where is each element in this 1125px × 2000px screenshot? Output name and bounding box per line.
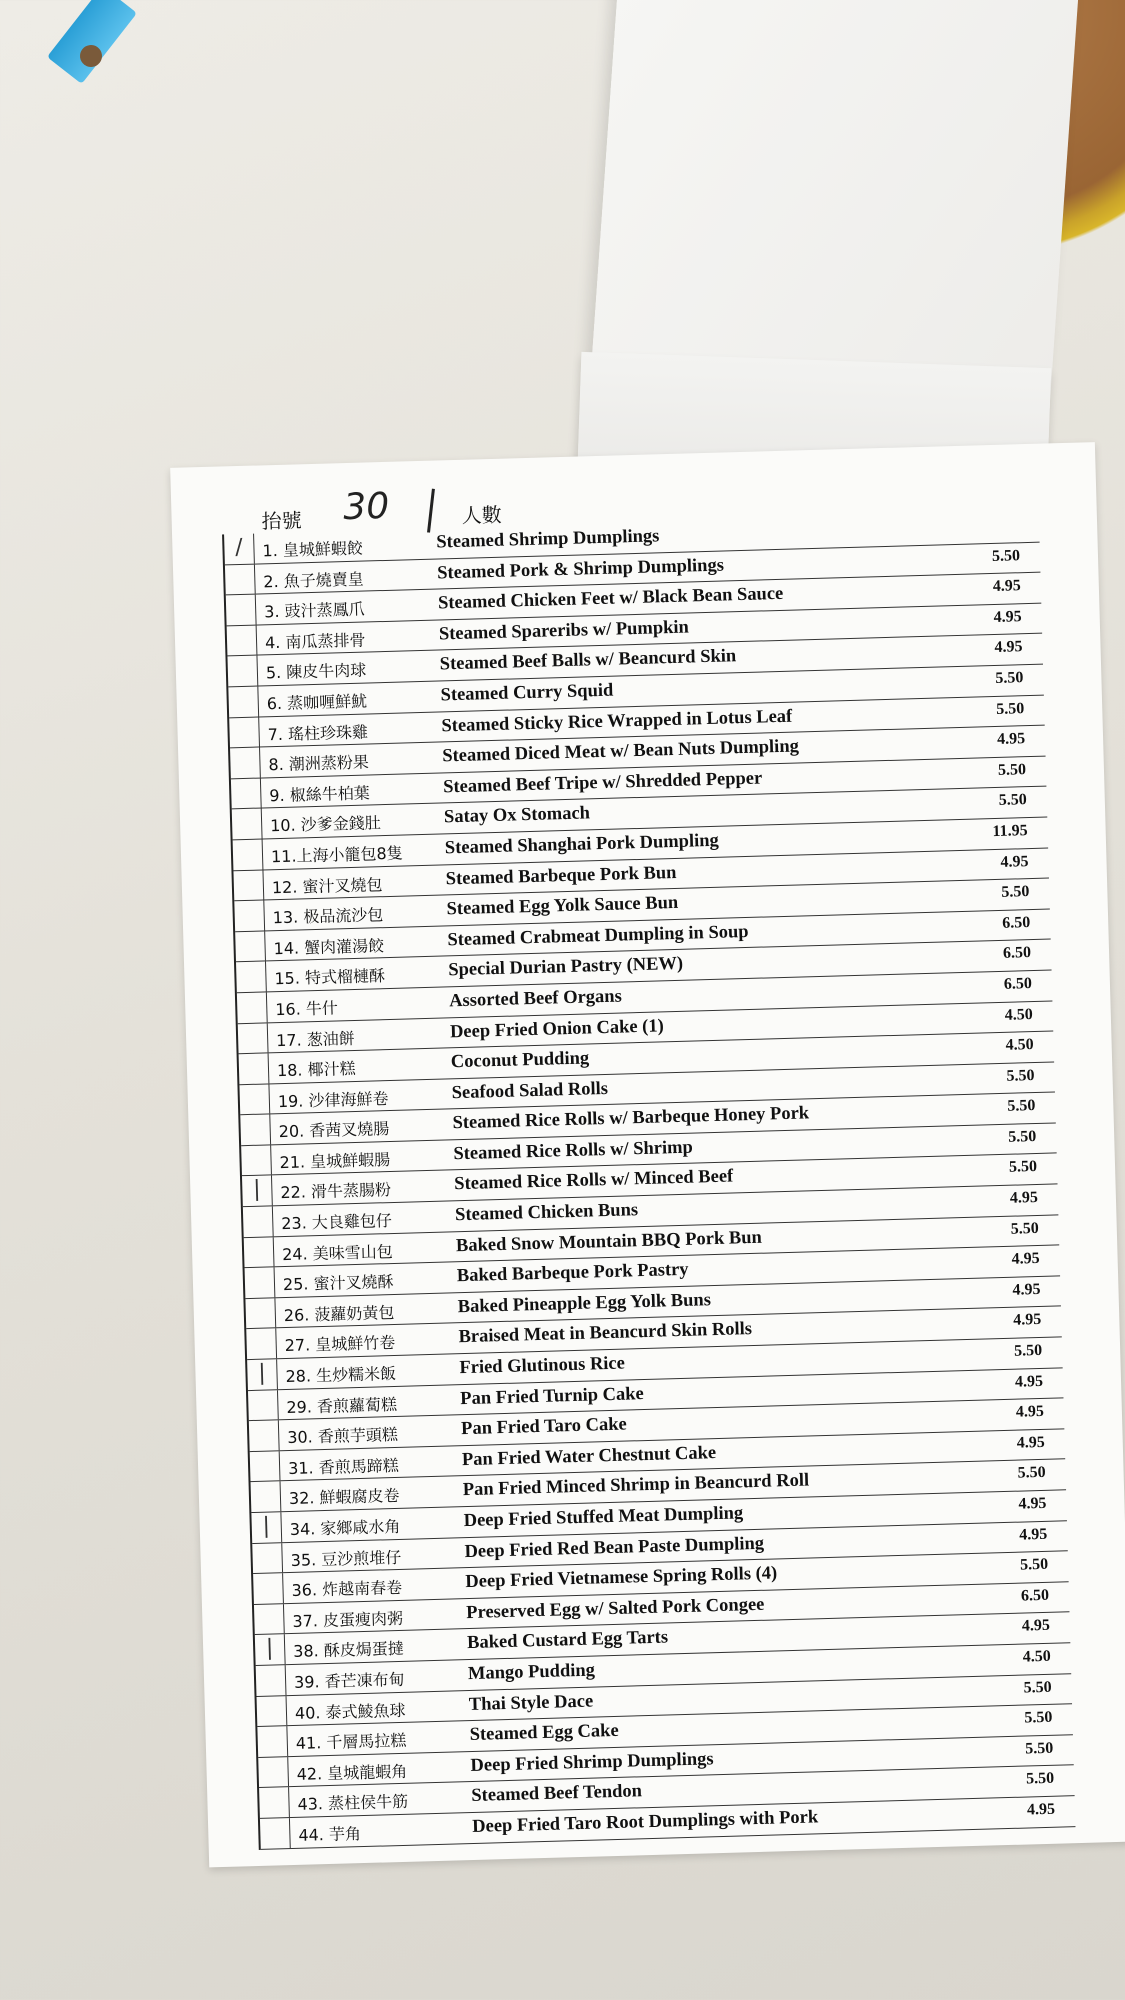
item-price: 4.95 xyxy=(1000,852,1029,871)
item-price: 5.50 xyxy=(1010,1219,1039,1238)
item-english-name: Steamed Beef Balls w/ Beancurd Skin xyxy=(439,646,737,675)
item-english-name: Special Durian Pastry (NEW) xyxy=(448,954,684,981)
item-english-name: Satay Ox Stomach xyxy=(443,803,591,828)
item-chinese-name: 32. 鮮蝦腐皮卷 xyxy=(288,1486,400,1509)
item-english-name: Pan Fried Minced Shrimp in Beancurd Roll xyxy=(462,1470,810,1501)
item-chinese-name: 16. 牛什 xyxy=(275,998,339,1020)
item-price: 4.95 xyxy=(1011,1250,1040,1268)
item-english-name: Steamed Beef Tendon xyxy=(471,1781,643,1807)
item-english-name: Deep Fried Vietnamese Spring Rolls (4) xyxy=(465,1563,778,1593)
item-english-name: Pan Fried Taro Cake xyxy=(460,1414,628,1440)
item-english-name: Deep Fried Stuffed Meat Dumpling xyxy=(463,1503,744,1532)
item-chinese-name: 19. 沙律海鮮卷 xyxy=(277,1088,389,1111)
order-checkbox[interactable] xyxy=(257,1726,288,1756)
order-checkbox[interactable]: | xyxy=(242,1176,273,1206)
item-english-name: Baked Pineapple Egg Yolk Buns xyxy=(457,1289,712,1318)
item-chinese-name: 25. 蜜汁叉燒酥 xyxy=(282,1272,394,1295)
order-checkbox[interactable] xyxy=(259,1787,290,1817)
item-english-name: Steamed Egg Cake xyxy=(469,1721,619,1746)
item-english-name: Steamed Chicken Buns xyxy=(454,1200,639,1226)
item-price: 5.50 xyxy=(1025,1739,1054,1758)
item-price: 4.95 xyxy=(1019,1525,1048,1544)
handwritten-mark xyxy=(427,489,435,533)
order-checkbox[interactable] xyxy=(227,625,258,655)
item-price: 6.50 xyxy=(1002,944,1032,963)
item-chinese-name: 20. 香茜叉燒腸 xyxy=(278,1119,390,1142)
dim-sum-order-sheet xyxy=(170,442,1125,1867)
item-chinese-name: 29. 香煎蘿蔔糕 xyxy=(286,1394,398,1417)
order-checkbox[interactable] xyxy=(239,1053,270,1083)
item-price: 4.95 xyxy=(992,577,1022,596)
item-english-name: Steamed Rice Rolls w/ Shrimp xyxy=(453,1137,694,1165)
item-english-name: Assorted Beef Organs xyxy=(448,986,623,1012)
item-chinese-name: 11.上海小籠包8隻 xyxy=(270,843,403,867)
item-english-name: Deep Fried Red Bean Paste Dumpling xyxy=(464,1533,765,1562)
order-checkbox[interactable] xyxy=(238,1023,269,1053)
item-chinese-name: 43. 蒸柱侯牛筋 xyxy=(297,1792,409,1815)
order-checkbox[interactable] xyxy=(229,717,260,747)
item-price: 4.95 xyxy=(1014,1372,1044,1391)
menu-grid xyxy=(222,512,1075,1850)
item-english-name: Steamed Shrimp Dumplings xyxy=(436,526,660,553)
item-price: 5.50 xyxy=(1017,1464,1046,1483)
item-chinese-name: 38. 酥皮焗蛋撻 xyxy=(293,1639,405,1662)
order-checkbox[interactable] xyxy=(226,595,257,625)
order-checkbox[interactable]: | xyxy=(247,1359,278,1389)
item-english-name: Steamed Egg Yolk Sauce Bun xyxy=(446,893,679,920)
item-price: 5.50 xyxy=(995,669,1024,687)
item-chinese-name: 35. 豆沙煎堆仔 xyxy=(290,1547,402,1570)
item-chinese-name: 22. 滑牛蒸腸粉 xyxy=(280,1180,392,1203)
item-price: 6.50 xyxy=(1020,1586,1050,1605)
item-chinese-name: 40. 泰式鯪魚球 xyxy=(294,1700,406,1723)
item-chinese-name: 5. 陳皮牛肉球 xyxy=(265,660,367,683)
item-price: 5.50 xyxy=(991,546,1021,565)
order-checkbox[interactable] xyxy=(236,962,267,992)
item-chinese-name: 27. 皇城鮮竹卷 xyxy=(284,1333,396,1356)
order-checkbox[interactable] xyxy=(230,748,261,778)
item-english-name: Steamed Pork & Shrimp Dumplings xyxy=(436,555,725,584)
order-checkbox[interactable]: / xyxy=(224,534,255,564)
item-chinese-name: 9. 椒絲牛柏葉 xyxy=(269,783,370,806)
item-english-name: Pan Fried Turnip Cake xyxy=(460,1383,645,1409)
order-checkbox[interactable] xyxy=(249,1420,280,1450)
order-checkbox[interactable] xyxy=(245,1268,276,1298)
item-english-name: Deep Fried Onion Cake (1) xyxy=(449,1015,664,1042)
item-chinese-name: 17. 葱油餅 xyxy=(275,1028,355,1050)
order-checkbox[interactable] xyxy=(244,1237,275,1267)
item-chinese-name: 34. 家鄉咸水角 xyxy=(289,1516,401,1539)
item-english-name: Steamed Shanghai Pork Dumpling xyxy=(444,830,720,859)
item-chinese-name: 30. 香煎芋頭糕 xyxy=(287,1425,399,1448)
item-price: 5.50 xyxy=(1007,1097,1036,1116)
order-checkbox[interactable] xyxy=(241,1145,272,1175)
item-english-name: Braised Meat in Beancurd Skin Rolls xyxy=(458,1319,753,1348)
order-checkbox[interactable] xyxy=(237,992,268,1022)
item-chinese-name: 13. 极品流沙包 xyxy=(272,905,384,928)
item-price: 4.95 xyxy=(1021,1617,1051,1635)
item-price: 5.50 xyxy=(1024,1708,1053,1727)
item-chinese-name: 37. 皮蛋瘦肉粥 xyxy=(292,1608,404,1631)
order-checkbox[interactable] xyxy=(256,1665,287,1695)
item-chinese-name: 12. 蜜汁叉燒包 xyxy=(271,874,383,897)
item-english-name: Steamed Crabmeat Dumpling in Soup xyxy=(447,921,749,951)
item-chinese-name: 15. 特式榴槤酥 xyxy=(274,966,386,989)
item-chinese-name: 41. 千層馬拉糕 xyxy=(295,1730,407,1754)
order-checkbox[interactable] xyxy=(257,1696,288,1726)
item-english-name: Coconut Pudding xyxy=(450,1048,590,1073)
order-checkbox[interactable] xyxy=(254,1604,285,1634)
item-english-name: Mango Pudding xyxy=(467,1660,596,1685)
item-chinese-name: 7. 瑤柱珍珠雞 xyxy=(267,722,369,744)
item-price: 4.95 xyxy=(1009,1189,1039,1207)
item-chinese-name: 1. 皇城鮮蝦餃 xyxy=(262,538,364,561)
item-price: 4.50 xyxy=(1005,1036,1034,1054)
item-english-name: Steamed Rice Rolls w/ Minced Beef xyxy=(454,1166,734,1195)
item-chinese-name: 4. 南瓜蒸排骨 xyxy=(264,630,366,653)
order-checkbox[interactable] xyxy=(227,656,258,686)
item-price: 5.50 xyxy=(998,791,1028,810)
item-english-name: Steamed Diced Meat w/ Bean Nuts Dumpling xyxy=(442,736,800,767)
order-checkbox[interactable] xyxy=(235,931,266,961)
item-price: 5.50 xyxy=(1007,1127,1037,1146)
order-checkbox[interactable] xyxy=(251,1482,282,1512)
item-price: 5.50 xyxy=(1006,1066,1035,1085)
item-chinese-name: 14. 蟹肉灌湯餃 xyxy=(273,935,385,958)
item-price: 4.95 xyxy=(1013,1311,1042,1330)
item-english-name: Steamed Sticky Rice Wrapped in Lotus Leaf xyxy=(441,706,793,736)
item-price: 11.95 xyxy=(992,822,1028,841)
item-price: 4.95 xyxy=(1012,1280,1041,1299)
order-checkbox[interactable] xyxy=(243,1206,274,1236)
order-checkbox[interactable] xyxy=(231,778,262,808)
order-checkbox[interactable] xyxy=(232,809,263,839)
order-checkbox[interactable] xyxy=(225,564,256,594)
item-chinese-name: 31. 香煎馬蹄糕 xyxy=(287,1455,399,1478)
item-english-name: Seafood Salad Rolls xyxy=(451,1078,609,1103)
item-english-name: Deep Fried Taro Root Dumplings with Pork xyxy=(471,1807,819,1837)
order-checkbox[interactable] xyxy=(260,1818,291,1848)
item-price: 5.50 xyxy=(1023,1678,1052,1697)
item-english-name: Thai Style Dace xyxy=(468,1691,594,1715)
order-checkbox[interactable] xyxy=(233,839,264,869)
item-price: 5.50 xyxy=(997,760,1027,779)
order-checkbox[interactable] xyxy=(228,687,259,717)
order-checkbox[interactable] xyxy=(240,1115,271,1145)
order-checkbox[interactable]: | xyxy=(251,1512,282,1542)
item-english-name: Steamed Chicken Feet w/ Black Bean Sauce xyxy=(437,584,784,614)
item-chinese-name: 28. 生炒糯米飯 xyxy=(285,1363,397,1387)
item-price: 4.95 xyxy=(993,607,1022,626)
item-chinese-name: 8. 潮洲蒸粉果 xyxy=(268,752,370,775)
item-price: 4.95 xyxy=(1016,1433,1045,1452)
item-price: 4.50 xyxy=(1022,1647,1051,1666)
item-price: 5.50 xyxy=(995,699,1025,718)
order-checkbox[interactable] xyxy=(233,870,264,900)
item-chinese-name: 36. 炸越南春卷 xyxy=(291,1578,403,1601)
item-chinese-name: 44. 芋角 xyxy=(298,1824,362,1845)
order-checkbox[interactable] xyxy=(258,1757,289,1787)
item-english-name: Fried Glutinous Rice xyxy=(459,1353,626,1379)
order-checkbox[interactable] xyxy=(234,901,265,931)
order-checkbox[interactable] xyxy=(252,1543,283,1573)
table-label: 抬號 xyxy=(261,510,303,534)
item-price: 4.95 xyxy=(1026,1800,1056,1819)
people-label: 人數 xyxy=(461,504,502,528)
order-checkbox[interactable] xyxy=(245,1298,276,1328)
item-english-name: Steamed Rice Rolls w/ Barbeque Honey Pork xyxy=(452,1103,810,1134)
item-chinese-name: 42. 皇城龍蝦角 xyxy=(296,1761,408,1784)
item-price: 5.50 xyxy=(1025,1770,1055,1788)
order-checkbox[interactable] xyxy=(248,1390,279,1420)
item-chinese-name: 21. 皇城鮮蝦腸 xyxy=(279,1149,391,1173)
item-price: 4.95 xyxy=(994,638,1023,657)
item-english-name: Baked Snow Mountain BBQ Pork Bun xyxy=(455,1227,763,1256)
item-chinese-name: 2. 魚子燒賣皇 xyxy=(263,569,364,591)
order-checkbox[interactable] xyxy=(246,1329,277,1359)
item-price: 4.95 xyxy=(996,730,1026,749)
item-english-name: Baked Custard Egg Tarts xyxy=(466,1627,669,1654)
item-english-name: Pan Fried Water Chestnut Cake xyxy=(461,1442,717,1470)
item-price: 4.50 xyxy=(1004,1005,1034,1024)
item-price: 5.50 xyxy=(1019,1556,1049,1574)
item-english-name: Deep Fried Shrimp Dumplings xyxy=(470,1748,714,1776)
item-price: 4.95 xyxy=(1015,1403,1045,1421)
item-chinese-name: 6. 蒸咖喱鮮魷 xyxy=(266,691,368,714)
item-price: 5.50 xyxy=(1008,1158,1038,1177)
item-price: 6.50 xyxy=(1001,913,1031,932)
item-chinese-name: 18. 椰汁糕 xyxy=(276,1059,356,1081)
item-english-name: Steamed Barbeque Pork Bun xyxy=(445,862,677,889)
item-chinese-name: 3. 豉汁蒸鳳爪 xyxy=(263,599,365,622)
item-price: 5.50 xyxy=(1001,883,1030,901)
item-chinese-name: 23. 大良雞包仔 xyxy=(281,1211,393,1234)
item-english-name: Steamed Spareribs w/ Pumpkin xyxy=(438,617,690,645)
pencil xyxy=(47,0,137,84)
order-checkbox[interactable]: | xyxy=(255,1635,286,1665)
item-chinese-name: 26. 菠蘿奶黃包 xyxy=(283,1302,395,1325)
item-chinese-name: 39. 香芒凍布甸 xyxy=(293,1669,405,1692)
order-checkbox[interactable] xyxy=(250,1451,281,1481)
item-price: 5.50 xyxy=(1013,1341,1043,1360)
item-price: 4.95 xyxy=(1018,1494,1047,1513)
item-english-name: Steamed Beef Tripe w/ Shredded Pepper xyxy=(442,768,763,798)
order-checkbox[interactable] xyxy=(253,1573,284,1603)
item-english-name: Baked Barbeque Pork Pastry xyxy=(456,1260,689,1287)
item-price: 6.50 xyxy=(1003,974,1033,993)
table-number: 30 xyxy=(342,485,390,529)
order-checkbox[interactable] xyxy=(239,1084,270,1114)
item-english-name: Preserved Egg w/ Salted Pork Congee xyxy=(465,1594,765,1623)
item-english-name: Steamed Curry Squid xyxy=(440,680,614,706)
item-chinese-name: 10. 沙爹金錢肚 xyxy=(269,813,381,836)
item-chinese-name: 24. 美味雪山包 xyxy=(281,1241,393,1264)
